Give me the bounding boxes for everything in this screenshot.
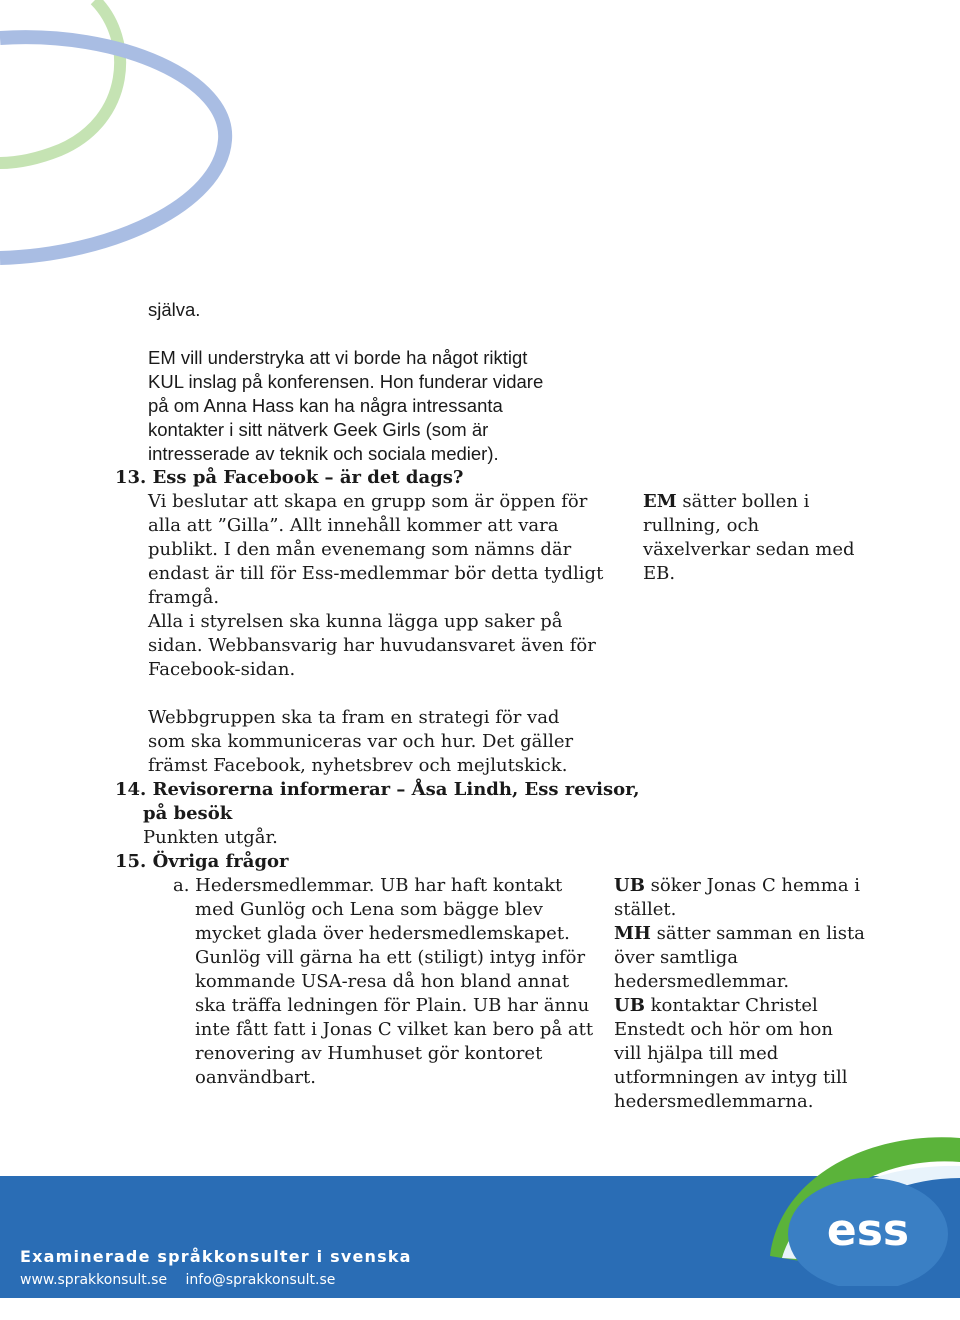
ess-logo	[760, 1136, 960, 1286]
action-owner: UB	[614, 995, 645, 1016]
text-line: ska träffa ledningen för Plain. UB har ännu	[195, 995, 590, 1016]
action-line: växelverkar sedan med	[643, 539, 855, 560]
text-line: som ska kommuniceras var och hur. Det gäller	[148, 731, 574, 752]
item-14-body: Punkten utgår.	[143, 827, 278, 848]
website-link[interactable]: www.sprakkonsult.se	[20, 1272, 168, 1288]
action-line: EM sätter bollen i	[643, 491, 810, 512]
item-15-heading: 15. Övriga frågor	[115, 851, 289, 872]
item-13-heading: 13. Ess på Facebook – är det dags?	[115, 467, 464, 488]
text-line: renovering av Humhuset gör kontoret	[195, 1043, 543, 1064]
blue-arc	[0, 37, 225, 258]
text-line: mycket glada över hedersmedlemskapet.	[195, 923, 570, 944]
text-line: endast är till för Ess-medlemmar bör detta tydligt	[148, 563, 604, 584]
green-arc	[0, 0, 120, 163]
text-line: Facebook-sidan.	[148, 659, 296, 680]
action-owner: MH	[614, 923, 651, 944]
action-line: Enstedt och hör om hon	[614, 1019, 833, 1040]
logo-text: ess	[826, 1205, 910, 1256]
text-line: med Gunlög och Lena som bägge blev	[195, 899, 543, 920]
text-line: KUL inslag på konferensen. Hon funderar vidare	[148, 371, 544, 392]
action-line: UB söker Jonas C hemma i	[614, 875, 861, 896]
footer-title: Examinerade språkkonsulter i svenska	[20, 1247, 412, 1266]
footer-contact	[20, 1272, 349, 1288]
text-line: inte fått fatt i Jonas C vilket kan bero på att	[195, 1019, 594, 1040]
action-owner: UB	[614, 875, 645, 896]
text-line: kontakter i sitt nätverk Geek Girls (som är	[148, 419, 489, 440]
action-line: UB kontaktar Christel	[614, 995, 818, 1016]
text-line: på om Anna Hass kan ha några intressanta	[148, 395, 503, 416]
action-line: rullning, och	[643, 515, 760, 536]
action-line: över samtliga	[614, 947, 739, 968]
text-line: Vi beslutar att skapa en grupp som är öppen för	[148, 491, 588, 512]
text-line: sidan. Webbansvarig har huvudansvaret även för	[148, 635, 596, 656]
text-line: EM vill understryka att vi borde ha något riktigt	[148, 347, 528, 368]
item-14-heading-cont: på besök	[143, 803, 233, 824]
text-line: a. Hedersmedlemmar. UB har haft kontakt	[173, 875, 563, 896]
action-owner: EM	[643, 491, 677, 512]
action-line: vill hjälpa till med	[614, 1043, 779, 1064]
action-line: stället.	[614, 899, 677, 920]
text-line: Webbgruppen ska ta fram en strategi för vad	[148, 707, 560, 728]
text-line: publikt. I den mån evenemang som nämns där	[148, 539, 572, 560]
text-line: Gunlög vill gärna ha ett (stiligt) intyg inför	[195, 947, 586, 968]
action-line: utformningen av intyg till	[614, 1067, 848, 1088]
text-line: alla att ”Gilla”. Allt innehåll kommer att vara	[148, 515, 559, 536]
item-14-heading: 14. Revisorerna informerar – Åsa Lindh, Ess revisor,	[115, 779, 640, 800]
decorative-arcs	[0, 0, 300, 280]
action-line: EB.	[643, 563, 676, 584]
email-link[interactable]: info@sprakkonsult.se	[185, 1272, 336, 1288]
action-line: hedersmedlemmar.	[614, 971, 790, 992]
intro-continuation: själva.	[148, 299, 201, 320]
text-line: oanvändbart.	[195, 1067, 316, 1088]
text-line: framgå.	[148, 587, 220, 608]
action-line: hedersmedlemmarna.	[614, 1091, 814, 1112]
text-line: främst Facebook, nyhetsbrev och mejlutskick.	[148, 755, 568, 776]
text-line: kommande USA-resa då hon bland annat	[195, 971, 570, 992]
text-line: intresserade av teknik och sociala medier).	[148, 443, 499, 464]
text-line: Alla i styrelsen ska kunna lägga upp saker på	[148, 611, 563, 632]
action-line: MH sätter samman en lista	[614, 923, 865, 944]
